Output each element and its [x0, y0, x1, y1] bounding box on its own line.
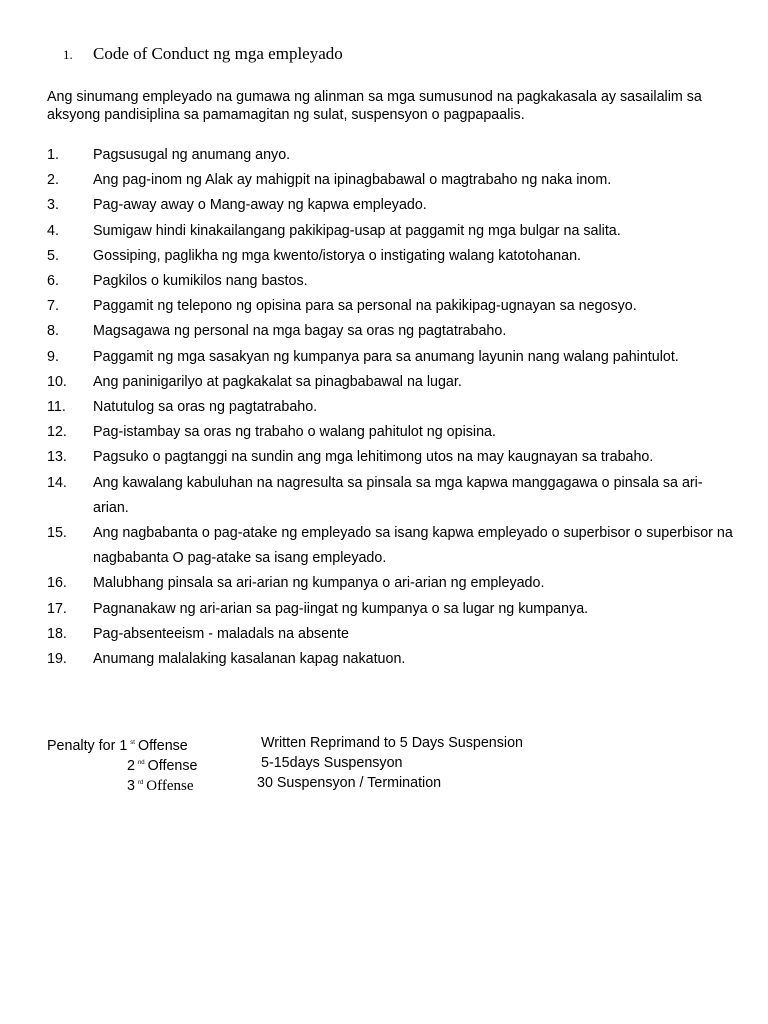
list-item	[47, 647, 737, 672]
item-number: 17.	[47, 600, 67, 617]
list-item	[47, 395, 737, 420]
item-text: Pagkilos o kumikilos nang bastos.	[93, 273, 308, 290]
list-item	[47, 319, 737, 344]
offense-word: Offense	[137, 738, 188, 754]
item-text: Pagsusugal ng anumang anyo.	[93, 147, 291, 163]
item-number: 2.	[47, 172, 59, 189]
item-number: 10.	[47, 373, 67, 390]
item-text: Magsagawa ng personal na mga bagay sa oras ng pagtatrabaho.	[93, 323, 507, 340]
penalty-row-third	[47, 773, 697, 793]
ordinal-suffix: nd	[137, 760, 145, 766]
item-number: 7.	[47, 298, 59, 315]
item-text: Ang kawalang kabuluhan na nagresulta sa pinsala sa mga kapwa manggagawa o pinsala sa ari-arian.	[93, 474, 703, 516]
item-number: 18.	[47, 625, 67, 642]
heading-number: 1.	[63, 47, 73, 62]
penalty-section	[47, 733, 697, 793]
item-number: 12.	[47, 424, 67, 441]
list-item	[47, 193, 737, 218]
item-number: 15.	[47, 525, 67, 542]
penalty-label-prefix: 3	[127, 778, 135, 794]
list-item	[47, 571, 737, 596]
item-number: 13.	[47, 449, 67, 466]
penalty-row-first	[47, 733, 697, 753]
penalty-value: Written Reprimand to 5 Days Suspension	[261, 735, 523, 751]
penalty-label-prefix: Penalty for 1	[47, 738, 128, 754]
item-number: 5.	[47, 247, 59, 264]
item-number: 19.	[47, 651, 67, 668]
item-number: 8.	[47, 323, 59, 340]
item-text: Pagsuko o pagtanggi na sundin ang mga lehitimong utos na may kaugnayan sa trabaho.	[93, 449, 654, 466]
item-text: Paggamit ng telepono ng opisina para sa personal na pakikipag-ugnayan sa negosyo.	[93, 298, 637, 315]
section-heading	[63, 44, 343, 64]
offense-word: Offense	[147, 758, 198, 774]
penalty-value: 30 Suspensyon / Termination	[257, 775, 442, 791]
item-number: 9.	[47, 348, 59, 365]
item-text: Pag-away away o Mang-away ng kapwa empleyado.	[93, 197, 427, 214]
item-number: 16.	[47, 575, 67, 592]
list-item	[47, 420, 737, 445]
offense-list	[47, 143, 737, 672]
item-text: Ang paninigarilyo at pagkakalat sa pinagbabawal na lugar.	[93, 373, 462, 390]
list-item	[47, 622, 737, 647]
ordinal-suffix: rd	[137, 780, 144, 786]
penalty-label-prefix: 2	[127, 758, 135, 774]
item-number: 3.	[47, 197, 59, 214]
item-text: Sumigaw hindi kinakailangang pakikipag-usap at paggamit ng mga bulgar na salita.	[93, 222, 621, 239]
item-text: Malubhang pinsala sa ari-arian ng kumpanya o ari-arian ng empleyado.	[93, 575, 545, 592]
list-item	[47, 345, 737, 370]
list-item	[47, 219, 737, 244]
intro-paragraph: Ang sinumang empleyado na gumawa ng alinman sa mga sumusunod na pagkakasala ay sasailalim sa aksyong pandisiplina sa pamamagitan ng sulat, suspensyon o pagpapaalis.	[47, 89, 702, 123]
item-text: Pag-absenteeism - maladals na absente	[93, 625, 349, 642]
list-item	[47, 445, 737, 470]
item-text: Gossiping, paglikha ng mga kwento/istorya o instigating walang katotohanan.	[93, 247, 581, 264]
list-item	[47, 143, 737, 168]
offense-word: Offense	[146, 778, 194, 794]
list-item	[47, 168, 737, 193]
list-item	[47, 597, 737, 622]
list-item	[47, 370, 737, 395]
item-number: 1.	[47, 147, 59, 163]
item-number: 6.	[47, 273, 59, 290]
list-item	[47, 471, 737, 521]
item-number: 11.	[47, 399, 66, 416]
item-text: Ang pag-inom ng Alak ay mahigpit na ipinagbabawal o magtrabaho ng naka inom.	[93, 172, 612, 189]
list-item	[47, 269, 737, 294]
item-number: 14.	[47, 474, 67, 491]
item-text: Pagnanakaw ng ari-arian sa pag-iingat ng kumpanya o sa lugar ng kumpanya.	[93, 600, 589, 617]
item-text: Ang nagbabanta o pag-atake ng empleyado sa isang kapwa empleyado o superbisor o superbisor na nagbabanta O pag-atake sa isang empleyado.	[93, 525, 733, 567]
penalty-label	[127, 773, 194, 796]
list-item	[47, 244, 737, 269]
list-item	[47, 294, 737, 319]
penalty-value: 5-15days Suspensyon	[261, 755, 403, 771]
ordinal-suffix: st	[130, 740, 135, 746]
list-item	[47, 521, 737, 571]
item-text: Anumang malalaking kasalanan kapag nakatuon.	[93, 651, 406, 668]
item-text: Natutulog sa oras ng pagtatrabaho.	[93, 399, 318, 416]
item-text: Paggamit ng mga sasakyan ng kumpanya para sa anumang layunin nang walang pahintulot.	[93, 348, 679, 365]
penalty-row-second	[47, 753, 697, 773]
item-number: 4.	[47, 222, 59, 239]
item-text: Pag-istambay sa oras ng trabaho o walang pahitulot ng opisina.	[93, 424, 496, 441]
heading-title: Code of Conduct ng mga empleyado	[93, 44, 343, 63]
